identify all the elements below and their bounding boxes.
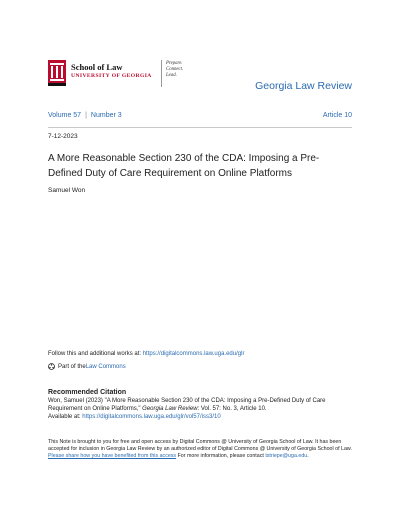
access-notice (48, 439, 358, 461)
motto-line: Connect. (166, 67, 184, 73)
publication-date: 7-12-2023 (48, 133, 78, 140)
issue-breadcrumb (48, 112, 122, 119)
breadcrumb-separator: | (85, 112, 87, 119)
part-of-line (48, 363, 126, 370)
law-commons-link[interactable]: Law Commons (85, 363, 126, 370)
article-link[interactable]: Article 10 (322, 112, 352, 119)
article-title: A More Reasonable Section 230 of the CDA: Imposing a Pre-Defined Duty of Care Requirement on Online Platforms (48, 153, 320, 179)
logo-motto (166, 61, 183, 80)
recommended-citation-heading: Recommended Citation (48, 389, 127, 396)
part-of-text: Part of the (58, 363, 86, 370)
citation-volume: : Vol. 57: No. 3, Article 10. (197, 405, 267, 412)
notice-text: This Note is brought to you for free and open access by Digital Commons @ University of Georgia School of Law. It has been accepted for inclusion in Georgia Law Review by an authorized editor of Digital Commons @ University of Georgia School of Law. (48, 439, 352, 453)
notice-end: . (307, 453, 309, 460)
citation-text: Won, Samuel (2023) "A More Reasonable Section 230 of the CDA: Imposing a Pre-Defined Duty of Care Requirement on Online Platforms," (48, 398, 326, 412)
share-benefit-link[interactable]: Please share how you have benefited from this access (48, 453, 177, 460)
available-label: Available at: (48, 413, 83, 420)
recommended-citation (48, 398, 358, 421)
author-name: Samuel Won (48, 187, 86, 194)
citation-journal: Georgia Law Review (142, 405, 198, 412)
network-icon (48, 363, 55, 370)
school-logo[interactable] (48, 60, 188, 88)
follow-text: Follow this and additional works at: (48, 351, 143, 357)
notice-contact-text: For more information, please contact (176, 453, 266, 460)
contact-email-link[interactable]: tstriepe@uga.edu (265, 453, 308, 460)
follow-line (48, 351, 244, 357)
logo-university-name: UNIVERSITY OF GEORGIA (71, 73, 152, 79)
issue-meta-row (48, 112, 352, 128)
number-link[interactable]: Number 3 (90, 112, 122, 119)
motto-line: Lead. (166, 73, 177, 79)
journal-title-link[interactable]: Georgia Law Review (255, 80, 352, 92)
available-link[interactable]: https://digitalcommons.law.uga.edu/glr/vol57/iss3/10 (82, 413, 221, 420)
motto-line: Prepare. (166, 61, 183, 66)
follow-link[interactable]: https://digitalcommons.law.uga.edu/glr (142, 351, 245, 357)
logo-school-name: School of Law (71, 62, 123, 72)
volume-link[interactable]: Volume 57 (48, 112, 82, 119)
logo-divider (161, 60, 162, 87)
uga-arch-logo-icon (48, 60, 66, 86)
